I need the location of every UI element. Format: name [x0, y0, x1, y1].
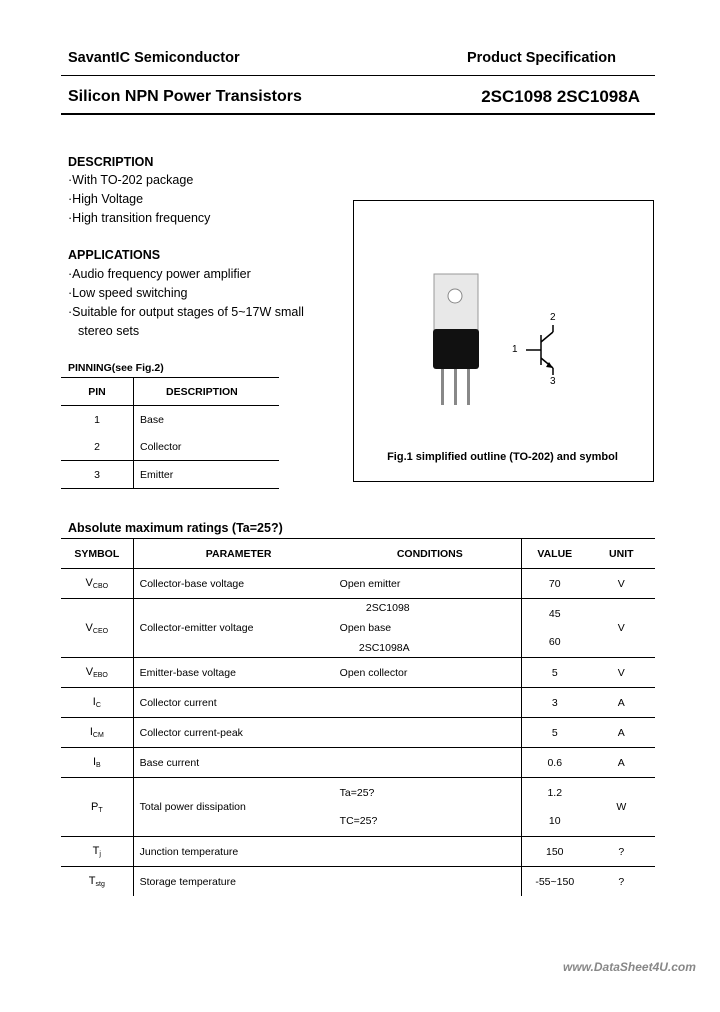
- unit: ?: [588, 837, 655, 867]
- symbol: I: [92, 756, 96, 768]
- conditions-header: CONDITIONS: [339, 539, 522, 569]
- symbol: I: [89, 726, 93, 738]
- pin-desc: Collector: [140, 440, 182, 453]
- figure-caption: Fig.1 simplified outline (TO-202) and symbol: [387, 451, 618, 463]
- table-row: [61, 867, 655, 897]
- desc-col-header: DESCRIPTION: [134, 378, 280, 406]
- pin-desc: Base: [140, 413, 164, 426]
- mounting-hole: [448, 289, 462, 303]
- npn-symbol: [526, 325, 553, 375]
- parameter: Collector current-peak: [133, 718, 339, 748]
- symbol-subscript: j: [99, 851, 101, 858]
- pin-number: 2: [61, 433, 134, 461]
- description-item: ·High transition frequency: [68, 211, 211, 225]
- pin-desc: Emitter: [134, 461, 280, 489]
- value: 45: [548, 608, 561, 620]
- value: 1.2: [547, 787, 563, 799]
- parameter: Emitter-base voltage: [133, 658, 339, 688]
- pin-number: 3: [61, 461, 134, 489]
- unit: V: [588, 569, 655, 599]
- lead: [467, 369, 470, 405]
- pin-number: 1: [61, 406, 134, 434]
- ratings-title: Absolute maximum ratings (Ta=25?): [68, 521, 283, 535]
- symbol-subscript: T: [98, 806, 103, 814]
- collector-pin-label: 2: [550, 312, 556, 323]
- figure-box: [353, 200, 654, 482]
- table-row: [61, 658, 655, 688]
- application-item: ·Audio frequency power amplifier: [68, 267, 251, 281]
- package-tab: [434, 274, 478, 334]
- part-variant: 2SC1098A: [358, 642, 410, 654]
- table-row: [61, 433, 279, 461]
- table-row: [61, 461, 279, 489]
- value: 0.6: [521, 748, 587, 778]
- table-row: [61, 406, 279, 434]
- symbol: T: [88, 875, 96, 887]
- description-item: ·With TO-202 package: [68, 173, 194, 187]
- applications-heading: APPLICATIONS: [68, 248, 161, 262]
- parameter: Collector current: [133, 688, 339, 718]
- symbol-subscript: C: [95, 702, 101, 709]
- symbol: V: [85, 666, 94, 678]
- value: 3: [521, 688, 587, 718]
- applications-list: [68, 265, 304, 341]
- part-variant: 2SC1098: [365, 602, 410, 614]
- value: 10: [548, 815, 561, 827]
- symbol: V: [85, 621, 93, 634]
- value: 5: [521, 658, 587, 688]
- watermark: www.DataSheet4U.com: [563, 960, 696, 974]
- table-row: [61, 599, 655, 658]
- ratings-table: [61, 538, 655, 896]
- table-row: [61, 569, 655, 599]
- unit-header: UNIT: [588, 539, 655, 569]
- application-item: stereo sets: [78, 324, 140, 338]
- unit: A: [588, 748, 655, 778]
- parameter: Collector-base voltage: [133, 569, 339, 599]
- description-item: ·High Voltage: [68, 192, 144, 206]
- value: 5: [521, 718, 587, 748]
- base-pin-label: 1: [512, 344, 518, 355]
- symbol-subscript: CM: [92, 732, 104, 739]
- unit: A: [588, 688, 655, 718]
- unit: V: [588, 658, 655, 688]
- value: 70: [521, 569, 587, 599]
- unit: V: [588, 599, 655, 658]
- table-row: [61, 837, 655, 867]
- unit: ?: [618, 875, 625, 888]
- symbol-subscript: CEO: [92, 627, 109, 635]
- condition: TC=25?: [339, 815, 378, 827]
- table-row: [61, 688, 655, 718]
- description-heading: DESCRIPTION: [68, 155, 154, 169]
- unit: W: [588, 778, 655, 837]
- symbol-subscript: EBO: [93, 672, 108, 679]
- symbol: I: [92, 696, 96, 708]
- value-header: VALUE: [521, 539, 587, 569]
- table-row: [61, 718, 655, 748]
- parameter: Junction temperature: [133, 837, 339, 867]
- symbol: V: [85, 577, 93, 589]
- description-list: [68, 171, 210, 228]
- symbol: T: [92, 845, 100, 857]
- parameter: Storage temperature: [139, 875, 236, 888]
- symbol-subscript: B: [96, 762, 101, 769]
- pinning-heading: PINNING(see Fig.2): [68, 362, 164, 374]
- lead: [441, 369, 444, 405]
- lead: [454, 369, 457, 405]
- doc-type: Product Specification: [466, 50, 616, 66]
- unit: A: [588, 718, 655, 748]
- condition: Ta=25?: [339, 787, 375, 799]
- condition: Open collector: [339, 658, 522, 688]
- symbol: P: [91, 800, 99, 813]
- package-body: [433, 329, 479, 369]
- package-drawing: [354, 201, 653, 481]
- title-rule: [61, 113, 655, 115]
- company-name: SavantIC Semiconductor: [68, 50, 240, 66]
- pin-col-header: PIN: [61, 378, 134, 406]
- value: 150: [521, 837, 587, 867]
- page-title: Silicon NPN Power Transistors: [68, 88, 302, 105]
- part-numbers: 2SC1098 2SC1098A: [481, 87, 640, 106]
- parameter: Collector-emitter voltage: [139, 622, 254, 634]
- table-row: [61, 748, 655, 778]
- parameter: Base current: [133, 748, 339, 778]
- symbol-subscript: CBO: [92, 583, 109, 590]
- symbol-header: SYMBOL: [61, 539, 133, 569]
- table-row: [61, 778, 655, 837]
- pinning-table: [61, 377, 279, 489]
- value: 60: [548, 636, 561, 648]
- header-rule: [61, 75, 655, 76]
- symbol-subscript: stg: [95, 881, 105, 888]
- condition: Open emitter: [339, 569, 522, 599]
- application-item: ·Low speed switching: [68, 286, 188, 300]
- emitter-pin-label: 3: [550, 376, 556, 387]
- parameter: Total power dissipation: [133, 778, 339, 837]
- value: -55~150: [521, 867, 587, 897]
- application-item: ·Suitable for output stages of 5~17W small: [68, 305, 304, 319]
- parameter-header: PARAMETER: [133, 539, 339, 569]
- condition: Open base: [339, 599, 522, 658]
